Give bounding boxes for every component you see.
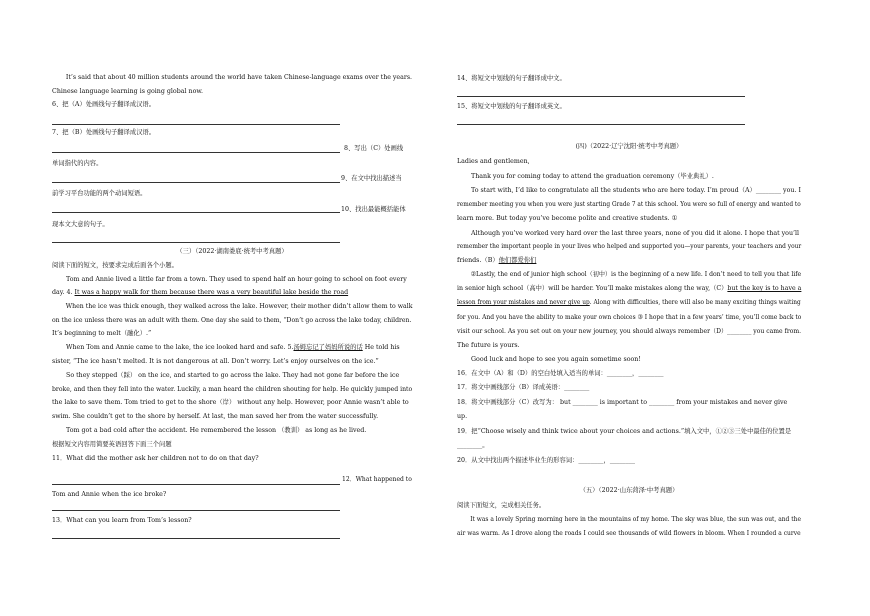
answer-line[interactable] — [52, 510, 340, 511]
section-5-title: （五）（2022·山东菏泽·中考真题） — [579, 487, 679, 494]
speech-line: friends.（B）他们都爱你们 — [457, 257, 537, 264]
question-10-cont: 现本文大意的句子。 — [52, 221, 109, 228]
section-3-instruction: 阅读下面的短文，按要求完成后面各个小题。 — [52, 262, 178, 269]
underlined-sentence: but the key is to have a — [727, 285, 802, 292]
speech-line: The future is yours. — [457, 342, 520, 349]
question-9-cont: 前学习平台功能的两个动词短语。 — [52, 190, 147, 197]
answer-line[interactable] — [52, 538, 340, 539]
passage-line: It’s said that about 40 million students around the world have taken Chinese-language exams over the years. — [65, 74, 413, 81]
answer-line[interactable] — [52, 212, 340, 213]
question-12-cont: Tom and Annie when the ice broke? — [52, 491, 167, 498]
passage-line: It’s beginning to melt（融化）.” — [52, 330, 152, 337]
speech-line: To start with, I’d like to congratulate all the students who are here today. I’m proud（A）________ you. I — [471, 187, 801, 194]
answer-line[interactable] — [52, 124, 340, 125]
answer-line[interactable] — [52, 484, 340, 485]
question-8-cont: 单词指代的内容。 — [52, 160, 103, 167]
speech-line: in senior high school（高中）will be harder. You’ll make mistakes along the way,（C）but the key is to have a — [457, 285, 802, 292]
passage-line: air was warm. As I drove along the roads I could see thousands of wild flowers in bloom. When I rounded a curve — [457, 530, 801, 537]
answer-line[interactable] — [457, 124, 745, 125]
question-12: 12．What happened to — [342, 476, 412, 483]
passage-line: So they stepped（踩） on the ice, and started to go across the lake. They had not gone far before the ice — [66, 372, 400, 379]
question-19-cont: ________。 — [457, 442, 489, 449]
speech-line: for you. And you have the ability to make your own choices ③ I hope that in a few years’ time, you’ll come back to — [457, 314, 802, 321]
passage-line: day. 4. It was a happy walk for them because there was a very beautiful lake beside the road — [52, 289, 349, 296]
section-5-instruction: 阅读下面短文，完成相关任务。 — [457, 502, 546, 509]
question-16: 16．在文中（A）和（D）的空白处填入适当的单词：________，________ — [457, 370, 664, 377]
question-18: 18．将文中画线部分（C）改写为： but ________ is important to ________ from your mistakes and never give — [457, 399, 788, 406]
passage-line: on the ice unless there was an adult with them. One day she said to them, “Don’t go across the lake today, children. — [52, 317, 412, 324]
speech-line: remember meeting you when you were just starting Grade 7 at this school. You were so full of energy and wanted to — [457, 201, 801, 208]
underlined-sentence: lesson from your mistakes and never give up — [457, 299, 590, 306]
question-7: 7、把（B）处画线句子翻译成汉语。 — [52, 129, 156, 136]
underlined-sentence: 他们都爱你们 — [498, 257, 537, 264]
answer-line[interactable] — [52, 152, 340, 153]
answer-line[interactable] — [52, 242, 340, 243]
passage-line: When Tom and Annie came to the lake, the ice looked hard and safe. 5.汤姆忘记了妈妈所说的话 He told his — [66, 344, 400, 351]
speech-line: learn more. But today you’ve become polite and creative students. ① — [457, 215, 678, 222]
question-14: 14、将短文中划线的句子翻译成中文。 — [457, 75, 566, 82]
question-13: 13．What can you learn from Tom’s lesson? — [52, 517, 192, 524]
passage-line: swim. She couldn’t get to the shore by herself. At last, the man saved her from the water successfully. — [52, 413, 379, 420]
question-11: 11．What did the mother ask her children not to do on that day? — [52, 455, 259, 462]
passage-line: broke, and then they fell into the water. Luckily, a man heard the children shouting for help. He quickly jumped into — [52, 386, 413, 393]
speech-line: Although you’ve worked very hard over the last three years, none of you did it alone. I hope that you’ll — [471, 230, 800, 237]
question-9: 9、在文中找出描述当 — [341, 175, 402, 182]
underlined-sentence: 汤姆忘记了妈妈所说的话 — [293, 344, 363, 351]
speech-line: remember the important people in your lives who helped and supported you—your parents, your teachers and your — [457, 243, 802, 250]
speech-line: Good luck and hope to see you again sometime soon! — [471, 356, 641, 363]
passage-line: When the ice was thick enough, they walked across the lake. However, their mother didn’t allow them to walk — [65, 303, 413, 310]
answer-line[interactable] — [457, 96, 745, 97]
question-15: 15、将短文中划线的句子翻译成英文。 — [457, 103, 566, 110]
question-18-cont: up. — [457, 413, 468, 420]
question-20: 20．从文中找出两个描述毕业生的形容词：________，________ — [457, 457, 636, 464]
question-8: 8、写出（C）处画线 — [344, 145, 404, 152]
section-4-title: (四)（2022·辽宁沈阳·统考中考真题） — [575, 143, 683, 150]
speech-line: Ladies and gentlemen, — [457, 158, 530, 165]
question-6: 6、把（A）处画线句子翻译成汉语。 — [52, 101, 156, 108]
speech-line: visit our school. As you set out on your new journey, you should always remember（D）________ you came from. — [457, 328, 802, 335]
section-3-title: （三）（2022·湖南娄底·统考中考真题） — [176, 248, 288, 255]
question-10: 10、找出最能概括能体 — [341, 206, 406, 213]
question-17: 17．将文中画线部分（B）译成英语：________ — [457, 384, 590, 391]
section-3-instruction: 根据短文内容用简要英语回答下面三个问题 — [52, 441, 172, 448]
passage-line: Tom and Annie lived a little far from a town. They used to spend half an hour going to school on foot every — [66, 276, 407, 283]
passage-line: the lake to save them. Tom tried to get to the shore（岸） without any help. However, poor Annie wasn’t able to — [52, 399, 409, 406]
answer-line[interactable] — [52, 182, 340, 183]
passage-line: Tom got a bad cold after the accident. He remembered the lesson （教训） as long as he lived. — [66, 427, 367, 434]
speech-line: Thank you for coming today to attend the graduation ceremony（毕业典礼）. — [471, 173, 714, 180]
underlined-sentence: It was a happy walk for them because there was a very beautiful lake beside the road — [74, 289, 349, 296]
passage-line: sister, “The ice hasn’t melted. It is not dangerous at all. Don’t worry. Let’s enjoy ourselves on the ice.” — [52, 358, 379, 365]
passage-line: It was a lovely Spring morning here in the mountains of my home. The sky was blue, the sun was out, and the — [470, 516, 801, 523]
question-19: 19．把“Choose wisely and think twice about your choices and actions.”填入文中，①②③三处中最佳的位置是 — [457, 428, 792, 435]
speech-line: lesson from your mistakes and never give up. Along with difficulties, there will also be many exciting things waiting — [457, 299, 801, 306]
speech-line: ②Lastly, the end of junior high school（初中）is the beginning of a new life. I don’t need to tell you that life — [470, 271, 802, 278]
passage-line: Chinese language learning is going global now. — [52, 88, 204, 95]
